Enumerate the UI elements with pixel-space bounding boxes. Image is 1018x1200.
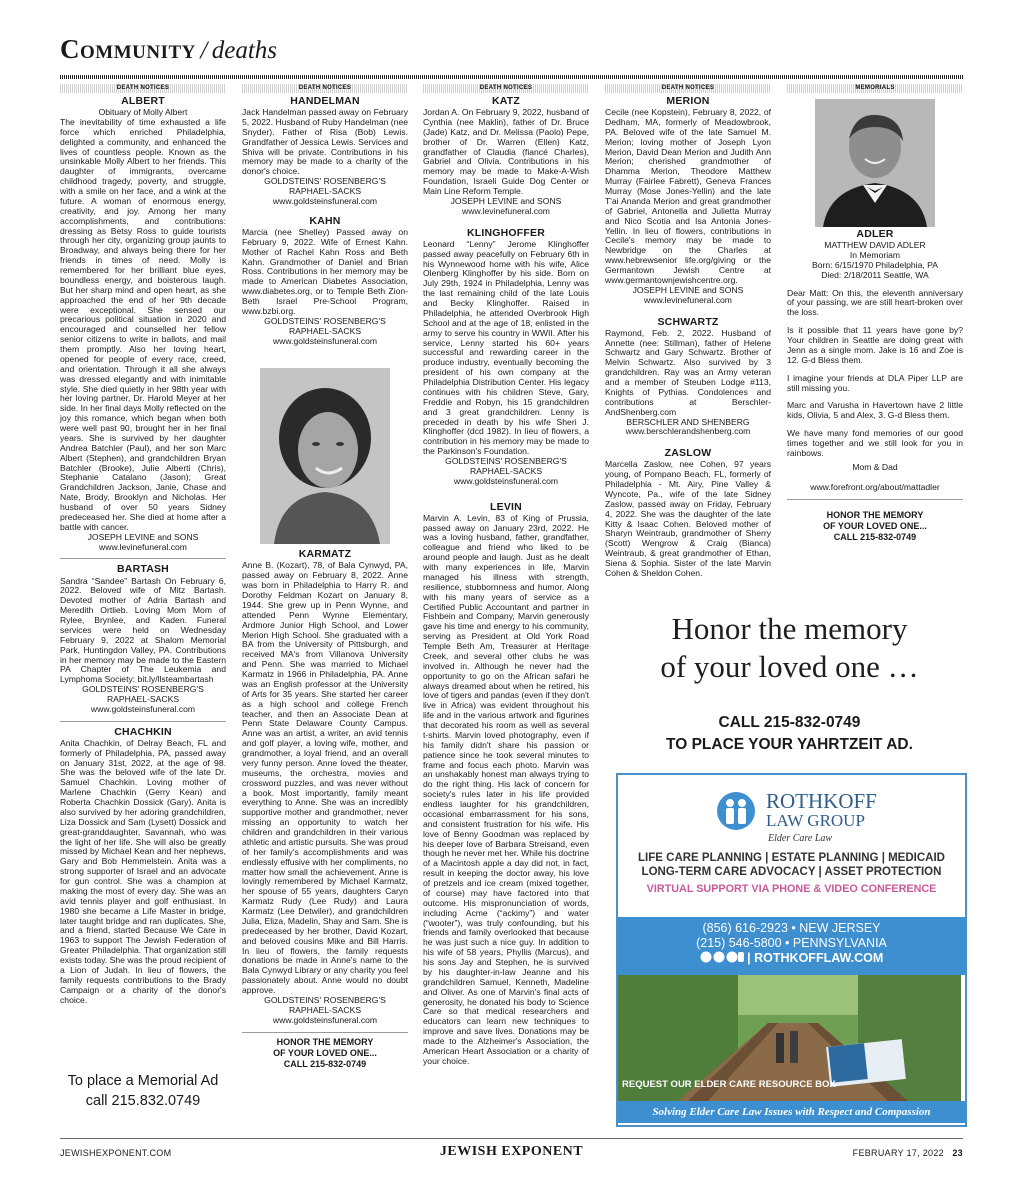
rothkoff-virtual-line: VIRTUAL SUPPORT VIA PHONE & VIDEO CONFERENCE	[646, 883, 937, 895]
rothkoff-services-line: LIFE CARE PLANNING | ESTATE PLANNING | MEDICAID	[638, 852, 945, 864]
notice-credit: JOSEPH LEVINE and SONS	[87, 531, 199, 542]
section-title: Community	[60, 34, 196, 64]
honor-line: HONOR THE MEMORY	[276, 1036, 374, 1047]
notice-link[interactable]: www.goldsteinsfuneral.com	[453, 475, 559, 486]
rothkoff-phone-pa[interactable]: (215) 546-5800 • PENNSYLVANIA	[696, 936, 887, 950]
notice-name: HANDELMAN	[290, 95, 360, 107]
honor-line: HONOR THE MEMORY	[826, 509, 924, 520]
notice-body: Jack Handelman passed away on February 5, 2022. Husband of Ruby Handelman (nee Snyder). Father of Risa (Bob) Lewis. Grandfather of Jessica Lewis. Services and Shiva will be private. Contributions in his memory may be made to a charity of the donor's choice.	[242, 107, 408, 177]
notice-merion	[605, 95, 771, 306]
masthead-rule	[60, 75, 963, 79]
memorial-died: Died: 2/18/2011 Seattle, WA	[821, 269, 929, 280]
footer-site[interactable]: JEWISHEXPONENT.COM	[60, 1148, 172, 1158]
memorial-link[interactable]: www.forefront.org/about/mattadler	[810, 481, 940, 492]
notice-link[interactable]: www.goldsteinsfuneral.com	[272, 335, 378, 346]
memorial-paragraph: Is it possible that 11 years have gone by? Your children in Seattle are doing great with Jenn as a single mom. Jake is 16 and Zoe is 12. G-d Bless them.	[787, 325, 963, 365]
notice-link[interactable]: www.goldsteinsfuneral.com	[90, 703, 196, 714]
notice-body: Marvin A. Levin, 83 of King of Prussia, passed away on January 23rd, 2022. He was a loving husband, father, grandfather, colleague and friend who liked to be around people and laugh. Just as he dealt with many experiences in life, Marvin managed his illness with strength, resilience, stubbornness and humor. Along with his many years of service as a Certified Public Accountant and partner in Fishbein and Company, Marvin generously gave his time and energy to his community, serving as President at Old York Road Temple Beth Am, Treasurer at Heritage Creek, and several other clubs he was involved in. Although he never had the opportunity to go on the African safari he always dreamed about when he retired, his love of tigers and pandas (even if they don't live in Africa) was evident throughout his life and in the various artwork and figurines that decorated his room as well as several t-shirts. Marvin loved photography, even if his family didn't share his passion or patience since he took several minutes to frame and focus each photo. Marvin was an unshakably honest man always trying to do the right thing. His lack of concern for society's rules later in his life provided endless laughter for his grandchildren, occasional embarrassment for his sons, and consistent frustration for his wife. His love of Benny Goodman was replaced by his deeper love of Barbara Streisand, even though he never met her. While his doctrine of a Macintosh apple a day did not, in fact, result in keeping the doctor away, his love of pretzels and ice cream (mixed together, of course) may have factored into that outcome. His mispronunciation of words, including Acme (“ackimy”) and water (“wooter”), was truly confounding, but his friends and family overlooked that because he was just such a nice guy. In addition to his wife of 58 years, Phyllis (Marcus), and his sons Jay and Stephen, he is survived by his daughter-in-law Jeanne and his grandchildren Samuel, Kenneth, Madeline and Oliver. As one of Marvin's final acts of generosity, he donated his body to Science Care so that medical researchers and educators can learn new techniques to improve and save lives. Donations may be made to the Alzheimer's Association, the American Heart Association or a charity of your choice.	[423, 512, 589, 1066]
footer-date: FEBRUARY 17, 2022	[852, 1148, 944, 1158]
notice-body: The inevitability of time exhausted a life force which enriched Philadelphia, delighted a community, and enhanced the lives of countless people. Known as the unsinkable Molly Albert to her friends. This daughter of immigrants, overcame childhood tragedy, poverty, and struggle, with a smile on her face, and a wink at the future. A woman of enormous energy, creativity, and joy. Among her many accomplishments, and contributions: dressing as Betsy Ross to guide tourists through her city, organizing group jaunts to Broadway, and always being there for her friends in times of need. Molly is remembered for her brilliant blue eyes, boundless energy, and boisterous laugh. But her sharp mind and open heart, as she approached the end of her 9th decade were exceptional. She sensed our precarious political situation in 2020 and encouraged and counselled her fellow senior citizens to write in ballots, and mail them promptly. Also her loving heart, opened for people of every race, creed, and orientation. Through it all she always was dressed elegantly and with inimitable style. She died quietly in her 98th year with her loving partner, Dr. Harold Meyer at her side. In her final days Molly reflected on the joy this romance, which began when both were well past 90, brought her in her final years. She is survived by her daughter Andrea Batchler (Paul), and her son Marc Albert (Stephen), and grandchildren Bryan Batchler (Brooke), Julie Alberti (Chris), Stephanie Catalano (Jason); Great Grandchildren Jackson, Janie, Chase and Nate, Brody, Brooklyn and Nicholas. Her husband of over 50 years Sidney predeceased her. She died at home after a battle with cancer.	[60, 116, 226, 532]
notice-credit: GOLDSTEINS' ROSENBERG'S	[264, 994, 386, 1005]
notice-schwartz	[605, 316, 771, 438]
memorial-paragraph: Dear Matt: On this, the eleventh anniversary of your passing, we are still heart-broken over the loss.	[787, 287, 963, 318]
notice-name: KARMATZ	[298, 548, 352, 561]
notice-credit: JOSEPH LEVINE and SONS	[632, 284, 744, 295]
notice-body: Raymond, Feb. 2, 2022. Husband of Annette (nee: Stillman), father of Helene Schwartz and Gary Schwartz. Brother of Melvin Schwartz. Also survived by 3 grandchildren. Ray was an Army veteran and a member of Steuben Lodge #113, Knights of Pythias. Condolences and contributions at Berschler-AndShenberg.com	[605, 327, 771, 417]
memorial-paragraph: I imagine your friends at DLA Piper LLP are still missing you.	[787, 372, 963, 393]
column-head: DEATH NOTICES	[242, 84, 408, 93]
notice-handelman	[242, 95, 408, 207]
notice-body: Anne B. (Kozart), 78, of Bala Cynwyd, PA, passed away on February 8, 2022. Anne was born in Philadelphia to Harry R. and Dorothy Feldman Kozart on January 8, 1944. She grew up in Penn Wynne, and attended Penn Wynne Elementary, Ardmore Junior High School, and Lower Merion High School. She graduated with a BA from the University of Pittsburgh, and received MA's from Villanova University and Penn. She was married to Michael Karmatz in 1966 in Philadelphia, PA. Anne was an English professor at the University of Arts for 35 years. She started her career as a high school and college French teacher, and then an Associate Dean at Penn State Delaware County Campus. Anne was an artist, a writer, an avid tennis and golf player, a loving wife, mother, and grandmother, a loyal friend, and an overall very funny person. Anne loved the theater, museums, the orchestra, movies and crossword puzzles, and was never without a book. Most importantly, family meant everything to Anne. She was an incredibly supportive mother and grandmother, never missing an opportunity to watch her children and grandchildren in their various athletic and artistic pursuits. She was proud of her family's accomplishments and was endlessly effusive with her compliments, no matter how small the achievement. Anne is lovingly remembered by Michael Karmatz, her spouse of 55 years, daughters Caryn Karmatz Rudy (Lee Rudy) and Laura Karmatz (Lee Detwiler), and grandchildren Julia, Eliza, Madelin, Shay and Sam. She is predeceased by her brother, David Kozart, and beloved cousins Mike and Bill Harris. In lieu of flowers, the family requests donations be made in Anne's name to the Bala Cynwyd Library or any charity you feel passionately about. Anne would no doubt approve.	[242, 560, 408, 996]
notice-credit: GOLDSTEINS' ROSENBERG'S	[445, 456, 567, 466]
notice-zaslow	[605, 447, 771, 579]
memorial-born: Born: 6/15/1970 Philadelphia, PA	[812, 259, 938, 270]
honor-phone: CALL 215-832-0749	[283, 1059, 367, 1070]
notice-credit: RAPHAEL-SACKS	[469, 465, 543, 476]
notice-name: CHACHKIN	[114, 725, 172, 738]
yahrtzeit-sub: TO PLACE YOUR YAHRTZEIT AD.	[666, 736, 913, 753]
memorial-in-memoriam: In Memoriam	[849, 249, 901, 260]
honor-line: OF YOUR LOVED ONE...	[823, 520, 927, 531]
notice-name: MERION	[666, 95, 710, 107]
notice-chachkin	[60, 726, 226, 1006]
notice-karmatz	[242, 548, 408, 1025]
notice-name: ALBERT	[121, 95, 165, 107]
divider	[60, 721, 226, 722]
memorial-adler	[787, 228, 963, 493]
notice-link[interactable]: www.goldsteinsfuneral.com	[272, 1014, 378, 1025]
notice-katz	[423, 95, 589, 217]
footer-date-page	[853, 1148, 963, 1158]
notice-body: Leonard “Lenny” Jerome Klinghoffer passed away peacefully on February 6th in his Wynnewood home with his wife, Alice Olenberg Klinghoffer by his side. Born on July 29th, 1924 in Philadelphia, Lenny was the last remaining child of the late Louis and Becky Klinghoffer. Raised in Philadelphia, he attended Overbrook High School and at the age of 18, enlisted in the army to serve his country in WWII. After his service, Lenny started his 60+ years successful and rewarding career in the produce industry, eventually becoming the president of his own company at the Philadelphia Distribution Center. His legacy continues with his children Steve, Gary, Freddie and Robyn, his 15 grandchildren and 3 great grandchildren. Lenny is preceded in death by his wife Sheri J. Klinghoffer (dcd 1982). In lieu of flowers, a contribution in his memory may be made to the Parkinson's Foundation.	[423, 238, 589, 457]
section-separator: /	[200, 37, 208, 64]
notice-credit: BERSCHLER AND SHENBERG	[626, 416, 750, 427]
notice-credit: RAPHAEL-SACKS	[288, 325, 362, 336]
notice-link[interactable]: www.levinefuneral.com	[99, 541, 187, 552]
rothkoff-url-row	[618, 951, 965, 966]
divider	[60, 558, 226, 559]
rothkoff-tagline: Elder Care Law	[768, 833, 833, 844]
honor-phone: CALL 215-832-0749	[833, 532, 917, 543]
honor-memory-box	[242, 1037, 408, 1071]
section-subtitle: deaths	[211, 37, 278, 64]
divider	[787, 499, 963, 500]
yahrtzeit-headline: Honor the memory	[671, 611, 908, 646]
rothkoff-name-line: ROTHKOFF	[766, 789, 877, 813]
notice-credit: GOLDSTEINS' ROSENBERG'S	[264, 176, 386, 187]
rothkoff-services-line: LONG-TERM CARE ADVOCACY | ASSET PROTECTION	[641, 866, 942, 878]
notice-levin	[423, 501, 589, 1067]
notice-credit: RAPHAEL-SACKS	[106, 694, 180, 704]
footer-rule	[60, 1138, 963, 1139]
notice-link[interactable]: www.levinefuneral.com	[644, 294, 732, 305]
rothkoff-contact	[618, 917, 965, 975]
notice-name: LEVIN	[490, 500, 522, 513]
yahrtzeit-ad	[617, 610, 962, 756]
notice-body: Jordan A. On February 9, 2022, husband of Cynthia (nee Maklin), father of Dr. Bruce (Jade) Katz, and Dr. Melissa (Paolo) Pepe, brother of Dr. Warren (Ellen) Katz, grandfather of Claudia (fiancé Charles), Gabriel and Olivia. Contributions in his memory may be made to Make-A-Wish Foundation, Israeli Guide Dog Center or Main Line Reform Temple.	[423, 107, 589, 197]
notice-body: Anita Chachkin, of Delray Beach, FL and formerly of Philadelphia, PA, passed away on January 31st, 2022, at the age of 98. She was the beloved wife of the late Dr. Samuel Chachkin. Loving mother of Marlene Chachkin (Gerry Kean) and Roberta Chachkin Dossick (Gary). Anita is also survived by her adoring grandchildren, Liza Dossick and Sam (Lysett) Dossick and great-granddaughter, Savannah, who was the light of her life. She will also be greatly missed by Michael Kean and her nephews, Gary and Bob Hemmelstein. Anita was a strong supporter of Israel and an advocate for gun control. She was a champion at making the most of every day. She was an avid tennis player and golf enthusiast. In 1980 she became a Life Master in bridge, later taught bridge and ran duplicates. She, and a friend, started Because We Care in 1963 to support The Jewish Federation of Greater Philadelphia. That organization still exists today. She was the proud recipient of a Lion of Judah. In lieu of flowers, the family requests contributions to the Brady Campaign or a charity of the donor's choice.	[60, 737, 226, 1005]
notice-subtitle: Obituary of Molly Albert	[98, 107, 188, 118]
adler-photo	[815, 99, 935, 227]
notice-credit: JOSEPH LEVINE and SONS	[450, 195, 562, 206]
notice-name: KATZ	[491, 95, 520, 107]
notice-name: SCHWARTZ	[657, 315, 719, 328]
column-3	[423, 84, 589, 1067]
honor-memory-box	[787, 510, 963, 544]
rothkoff-request-banner[interactable]: REQUEST OUR ELDER CARE RESOURCE BOX	[622, 1079, 836, 1090]
notice-credit: RAPHAEL-SACKS	[288, 186, 362, 197]
memorial-paragraph: We have many fond memories of our good times together and we still look for you in rainbows.	[787, 428, 963, 458]
notice-link[interactable]: www.levinefuneral.com	[462, 205, 550, 216]
column-head: MEMORIALS	[787, 84, 963, 93]
notice-name: KLINGHOFFER	[466, 226, 546, 239]
memorial-paragraph: Marc and Varusha in Havertown have 2 little kids, Olivia, 5 and Alex, 3. G-d Bless them.	[787, 400, 963, 421]
divider	[242, 1032, 408, 1033]
notice-albert	[60, 95, 226, 552]
rothkoff-ad[interactable]	[616, 773, 967, 1127]
notice-link[interactable]: www.berschlerandshenberg.com	[625, 426, 751, 437]
notice-body: Sandra “Sandee” Bartash On February 6, 2022. Beloved wife of Mitz Bartash. Devoted mother of Adria Bartash and Meredith Ortlieb. Loving Mom Mom of Rylee, Brynlee, and Kaden. Funeral services were held on Wednesday February 9, 2022 at Shalom Memorial Park, Huntingdon Valley, PA. Contributions in her memory may be made to the Eastern PA Chapter of The Leukemia and Lymphoma Society: bit.ly/llsteambartash	[60, 575, 226, 685]
yahrtzeit-phone: CALL 215-832-0749	[718, 714, 861, 731]
notice-body: Cecile (nee Kopstein), February 8, 2022, of Dedham, MA, formerly of Meadowbrook, PA. Beloved wife of the late Samuel M. Merion; loving mother of Joseph Lyon Merion, David Dean Merion and Judith Ann Merion; cherished grandmother of Dhamma Merion, Theodore Matthew Murray (Fairlee Fabrett), Geneva Frances Murray (Mose Jones-Yellin) and the late T'ai Ananda Merion and great grandmother of Gabriel, Antonella and Julietta Murray and Nico Scotia and Isa Antonia Jones-Yellin. In lieu of flowers, contributions in Cecile's memory may be made to Newbridge on the Charles at www.hebrewsenior life.org/giving or the Germantown Jewish Centre at www.germantownjewishcentre.org.	[605, 107, 771, 285]
notice-credit: RAPHAEL-SACKS	[288, 1004, 362, 1015]
memorial-full-name: MATTHEW DAVID ADLER	[824, 240, 926, 251]
social-icons	[700, 951, 747, 965]
notice-credit: GOLDSTEINS' ROSENBERG'S	[82, 684, 204, 695]
rothkoff-logo-icon	[716, 789, 756, 833]
notice-body: Marcella Zaslow, nee Cohen, 97 years young, of Pompano Beach, FL, formerly of Philadelphia - Mt. Airy, Pine Valley & Wyncote, Pa., wife of the late Sidney Zaslow, passed away on Friday, February 4, 2022. She was the daughter of the late Kitty & Isaac Cohen. Beloved mother of Sharyn Weintraub, grandmother of Sherry (Scott) Wengrow & Craig (Bianca) Weintraub, & great grandmother of Ethan, Siena & Sophia. Sister of the late Marvin Cohen & Sheldon Cohen.	[605, 459, 771, 578]
notice-credit: GOLDSTEINS' ROSENBERG'S	[264, 315, 386, 326]
column-4	[605, 84, 771, 579]
notice-klinghoffer	[423, 227, 589, 487]
rothkoff-footer: Solving Elder Care Law Issues with Respect and Compassion	[618, 1101, 965, 1123]
rothkoff-url[interactable]: | ROTHKOFFLAW.COM	[747, 951, 884, 965]
notice-link[interactable]: www.goldsteinsfuneral.com	[272, 195, 378, 206]
column-1	[60, 84, 226, 1005]
column-head: DEATH NOTICES	[605, 84, 771, 93]
column-2	[242, 84, 408, 1070]
column-head: DEATH NOTICES	[423, 84, 589, 93]
memorial-ad-phone: call 215.832.0749	[85, 1092, 201, 1109]
rothkoff-name-line: LAW GROUP	[766, 811, 865, 830]
notice-body: Marcia (nee Shelley) Passed away on February 9, 2022. Wife of Ernest Kahn. Mother of Rachel Kahn Ross and Beth Kahn. Grandmother of Daniel and Brian Ross. Contributions in her memory may be made to American Diabetes Association, www.diabetes.org, or to Temple Beth Zion-Beth Israel Pre-School Program, www.bzbi.org.	[242, 226, 408, 316]
rothkoff-name	[766, 791, 877, 831]
notice-name: ZASLOW	[664, 447, 712, 460]
masthead	[60, 34, 960, 74]
column-head: DEATH NOTICES	[60, 84, 226, 93]
notice-kahn	[242, 215, 408, 347]
yahrtzeit-headline: of your loved one …	[660, 649, 919, 684]
notice-name: KAHN	[309, 214, 341, 227]
karmatz-photo	[260, 368, 390, 544]
notice-name: BARTASH	[117, 563, 169, 576]
memorial-ad-line: To place a Memorial Ad	[67, 1073, 219, 1089]
honor-line: OF YOUR LOVED ONE...	[273, 1047, 377, 1058]
footer-publication: JEWISH EXPONENT	[439, 1144, 584, 1159]
memorial-name: ADLER	[856, 228, 894, 240]
notice-bartash	[60, 563, 226, 714]
rothkoff-phone-nj[interactable]: (856) 616-2923 • NEW JERSEY	[702, 921, 881, 935]
memorial-signoff: Mom & Dad	[852, 461, 898, 472]
footer-page-number: 23	[952, 1148, 963, 1158]
memorial-ad-note	[60, 1072, 226, 1111]
column-5	[787, 84, 963, 543]
rothkoff-services	[618, 851, 965, 896]
